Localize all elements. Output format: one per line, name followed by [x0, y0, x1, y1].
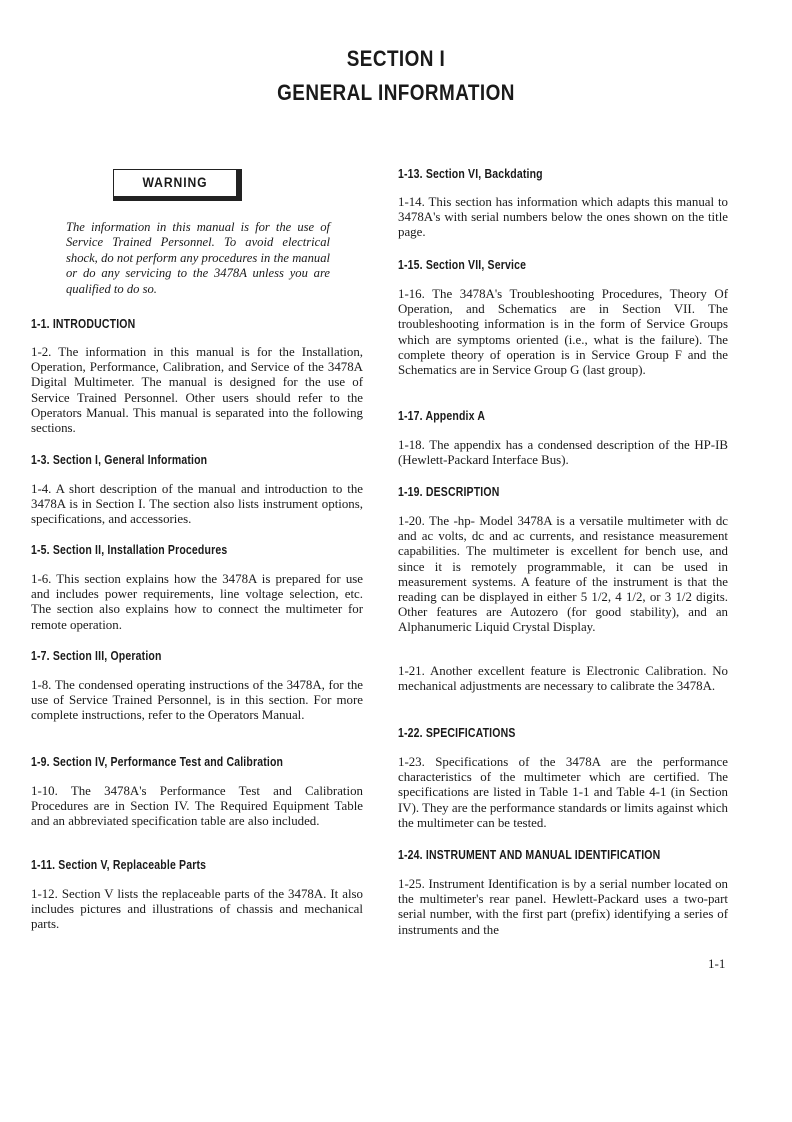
para-1-18: 1-18. The appendix has a condensed description of the HP-IB (Hewlett-Packard Interface Bus).	[398, 438, 728, 468]
heading-identification: 1-24. INSTRUMENT AND MANUAL IDENTIFICATION	[398, 848, 661, 862]
heading-section-2: 1-5. Section II, Installation Procedures	[31, 543, 228, 557]
warning-box	[113, 169, 242, 201]
para-1-25: 1-25. Instrument Identification is by a serial number located on the multimeter's rear panel. Hewlett-Packard uses a two-part serial number, with the first part (prefix) identifying a series of instruments and the	[398, 877, 728, 937]
para-1-20: 1-20. The -hp- Model 3478A is a versatile multimeter with dc and ac volts, dc and ac currents, and resistance measurement capabilities. The multimeter is excellent for bench use, and since it is remotely programmable, it can be used in measurement systems. A feature of the instrument is that the reading can be displayed in either 5 1/2, 4 1/2, or 3 1/2 digits. Other features are Autozero (for good stability), and an Alphanumeric Liquid Crystal Display.	[398, 514, 728, 635]
page-title: GENERAL INFORMATION	[277, 80, 515, 105]
para-1-2: 1-2. The information in this manual is for the Installation, Operation, Performance, Calibration, and Service of the 3478A Digital Multimeter. The manual is designed for the use of Service Trained Personnel. Other users should refer to the Operators Manual. This manual is separated into the following sections.	[31, 345, 363, 436]
para-1-4: 1-4. A short description of the manual and introduction to the 3478A is in Section I. The section also lists instrument options, specifications, and accessories.	[31, 482, 363, 527]
para-1-8: 1-8. The condensed operating instructions of the 3478A, for the use of Service Trained Personnel, is in this section. For more complete instructions, refer to the Operators Manual.	[31, 678, 363, 723]
para-1-12: 1-12. Section V lists the replaceable parts of the 3478A. It also includes pictures and illustrations of chassis and mechanical parts.	[31, 887, 363, 932]
heading-section-3: 1-7. Section III, Operation	[31, 649, 162, 663]
para-1-14: 1-14. This section has information which adapts this manual to 3478A's with serial numbers below the ones shown on the title page.	[398, 195, 728, 240]
page-number: 1-1	[708, 956, 726, 971]
para-1-10: 1-10. The 3478A's Performance Test and Calibration Procedures are in Section IV. The Required Equipment Table and an abbreviated specification table are also included.	[31, 784, 363, 829]
para-1-6: 1-6. This section explains how the 3478A is prepared for use and includes power requirements, line voltage selection, etc. The section also explains how to connect the multimeter for remote operation.	[31, 572, 363, 632]
heading-specifications: 1-22. SPECIFICATIONS	[398, 726, 516, 740]
heading-section-1: 1-3. Section I, General Information	[31, 453, 208, 467]
heading-description: 1-19. DESCRIPTION	[398, 485, 500, 499]
heading-section-6: 1-13. Section VI, Backdating	[398, 167, 543, 181]
heading-section-5: 1-11. Section V, Replaceable Parts	[31, 858, 207, 872]
section-number: SECTION I	[346, 46, 446, 71]
warning-text: The information in this manual is for the use of Service Trained Personnel. To avoid electrical shock, do not perform any procedures in the manual or do any servicing to the 3478A unless you are qualified to do so.	[66, 220, 330, 296]
heading-section-7: 1-15. Section VII, Service	[398, 258, 527, 272]
heading-appendix-a: 1-17. Appendix A	[398, 409, 486, 423]
heading-introduction: 1-1. INTRODUCTION	[31, 317, 136, 331]
heading-section-4: 1-9. Section IV, Performance Test and Calibration	[31, 755, 284, 769]
para-1-23: 1-23. Specifications of the 3478A are the performance characteristics of the multimeter which are certified. The specifications are listed in Table 1-1 and Table 4-1 (in Section IV). They are the performance standards or limits against which the multimeter can be tested.	[398, 755, 728, 830]
warning-label: WARNING	[142, 175, 208, 190]
para-1-16: 1-16. The 3478A's Troubleshooting Procedures, Theory Of Operation, and Schematics are in Section VII. The troubleshooting information is in the form of Service Groups which are symptoms oriented (i.e., what is the failure). The complete theory of operation is in Service Group F and the Schematics are in Service Group G (last group).	[398, 287, 728, 378]
para-1-21: 1-21. Another excellent feature is Electronic Calibration. No mechanical adjustments are necessary to calibrate the 3478A.	[398, 664, 728, 694]
